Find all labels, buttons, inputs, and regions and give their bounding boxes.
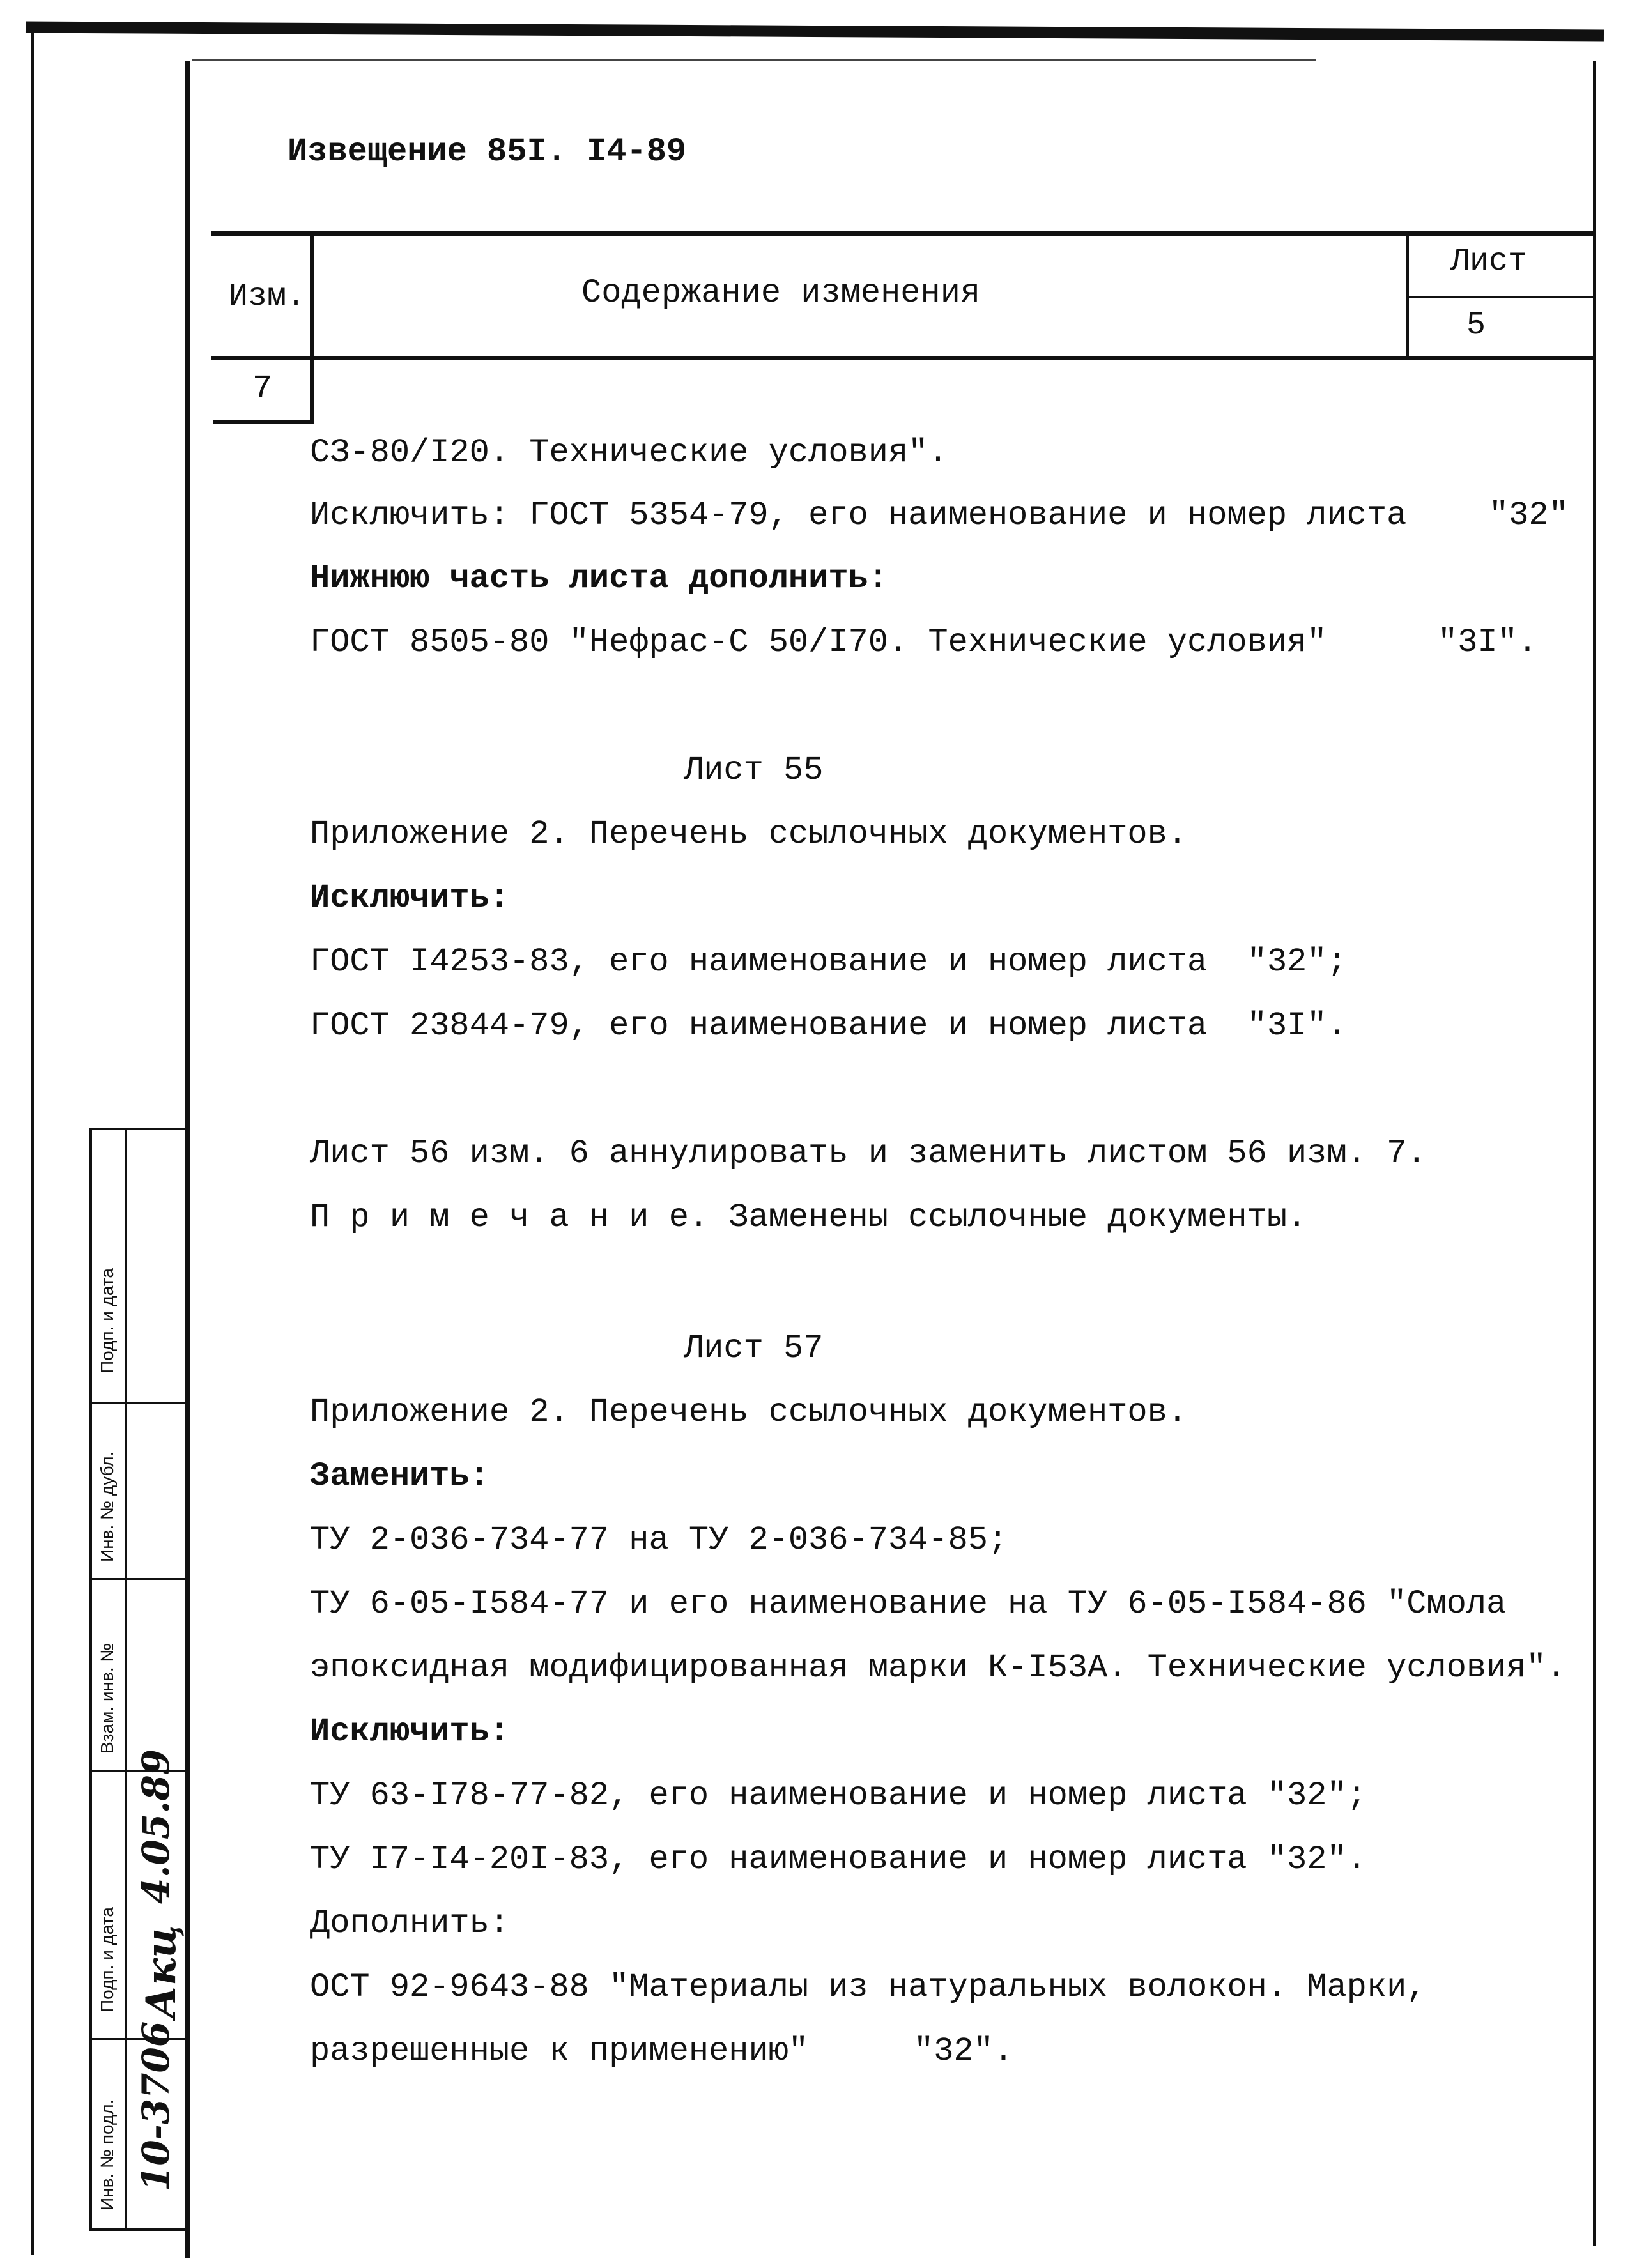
- text-line: Исключить:: [310, 879, 510, 917]
- header-sheet-mid-rule: [1406, 296, 1594, 298]
- text-line: Исключить:: [310, 1713, 510, 1751]
- header-top-rule: [211, 231, 1594, 236]
- header-izm-divider: [310, 231, 314, 423]
- text-line: ТУ 2-036-734-77 на ТУ 2-036-734-85;: [310, 1521, 1008, 1559]
- side-label-podp-data-bottom: Подп. и дата: [97, 1907, 117, 2012]
- handwritten-inv-number: 10-3706: [134, 2021, 178, 2191]
- sheet-heading: Лист 55: [684, 751, 824, 789]
- text-line: ТУ I7-I4-20I-83, его наименование и номер листа "32".: [310, 1841, 1367, 1878]
- text-line: Приложение 2. Перечень ссылочных документов.: [310, 815, 1188, 853]
- sheet-label: Лист: [1450, 243, 1528, 280]
- side-label-vzam-inv: Взам. инв. №: [97, 1643, 117, 1754]
- sheet-number: 5: [1466, 307, 1486, 344]
- header-sheet-divider: [1406, 231, 1409, 359]
- side-block-sep: [89, 1578, 188, 1580]
- left-outer-border: [31, 32, 34, 2255]
- text-line: Дополнить:: [310, 1904, 510, 1942]
- text-line: Заменить:: [310, 1457, 489, 1495]
- text-line: ТУ 6-05-I584-77 и его наименование на ТУ 6-05-I584-86 "Смола: [310, 1585, 1507, 1623]
- text-line: СЗ-80/I20. Технические условия".: [310, 434, 948, 471]
- side-block-bottom: [89, 2228, 188, 2231]
- ref-number: "32": [1489, 496, 1569, 534]
- izm-label: Изм.: [229, 279, 306, 315]
- side-block-left: [89, 1128, 92, 2230]
- right-border: [1593, 61, 1596, 2246]
- sheet-heading: Лист 57: [684, 1329, 824, 1367]
- text-line: эпоксидная модифицированная марки К-I53А. Технические условия".: [310, 1649, 1566, 1687]
- notice-title: Извещение 85I. I4-89: [288, 133, 687, 171]
- top-border: [26, 22, 1604, 42]
- side-block-inner: [125, 1128, 127, 2230]
- ref-number: "3I".: [1438, 624, 1538, 661]
- izm-value: 7: [252, 370, 273, 408]
- text-line: ОСТ 92-9643-88 "Материалы из натуральных волокон. Марки,: [310, 1968, 1427, 2006]
- left-margin-border: [185, 61, 190, 2258]
- note-line: П р и м е ч а н и е. Заменены ссылочные документы.: [310, 1199, 1307, 1236]
- side-label-inv-dubl: Инв. № дубл.: [97, 1451, 117, 1562]
- text-line: разрешенные к применению": [310, 2032, 809, 2070]
- text-line: ГОСТ 23844-79, его наименование и номер листа "3I".: [310, 1007, 1347, 1045]
- text-line: Лист 56 изм. 6 аннулировать и заменить листом 56 изм. 7.: [310, 1135, 1427, 1172]
- text-line: ТУ 63-I78-77-82, его наименование и номер листа "32";: [310, 1777, 1367, 1814]
- top-rule-thin: [192, 59, 1316, 61]
- text-line: Нижнюю часть листа дополнить:: [310, 560, 888, 597]
- handwritten-date: 4.05.89: [134, 1749, 178, 1904]
- text-line: ГОСТ 8505-80 "Нефрас-С 50/I70. Технические условия": [310, 624, 1327, 661]
- side-label-inv-podl: Инв. № подл.: [97, 2099, 117, 2211]
- ref-number: "32".: [914, 2032, 1014, 2070]
- header-bottom-rule: [211, 356, 1594, 360]
- text-line: Приложение 2. Перечень ссылочных документов.: [310, 1393, 1188, 1431]
- side-label-podp-data-top: Подп. и дата: [97, 1268, 117, 1374]
- izm-cell-bottom-rule: [213, 420, 314, 424]
- side-block-top: [89, 1128, 188, 1130]
- signature: Акц: [137, 1925, 185, 2019]
- side-block-sep: [89, 1402, 188, 1404]
- text-line: Исключить: ГОСТ 5354-79, его наименование и номер листа: [310, 496, 1407, 534]
- content-label: Содержание изменения: [581, 274, 981, 312]
- text-line: ГОСТ I4253-83, его наименование и номер листа "32";: [310, 943, 1347, 981]
